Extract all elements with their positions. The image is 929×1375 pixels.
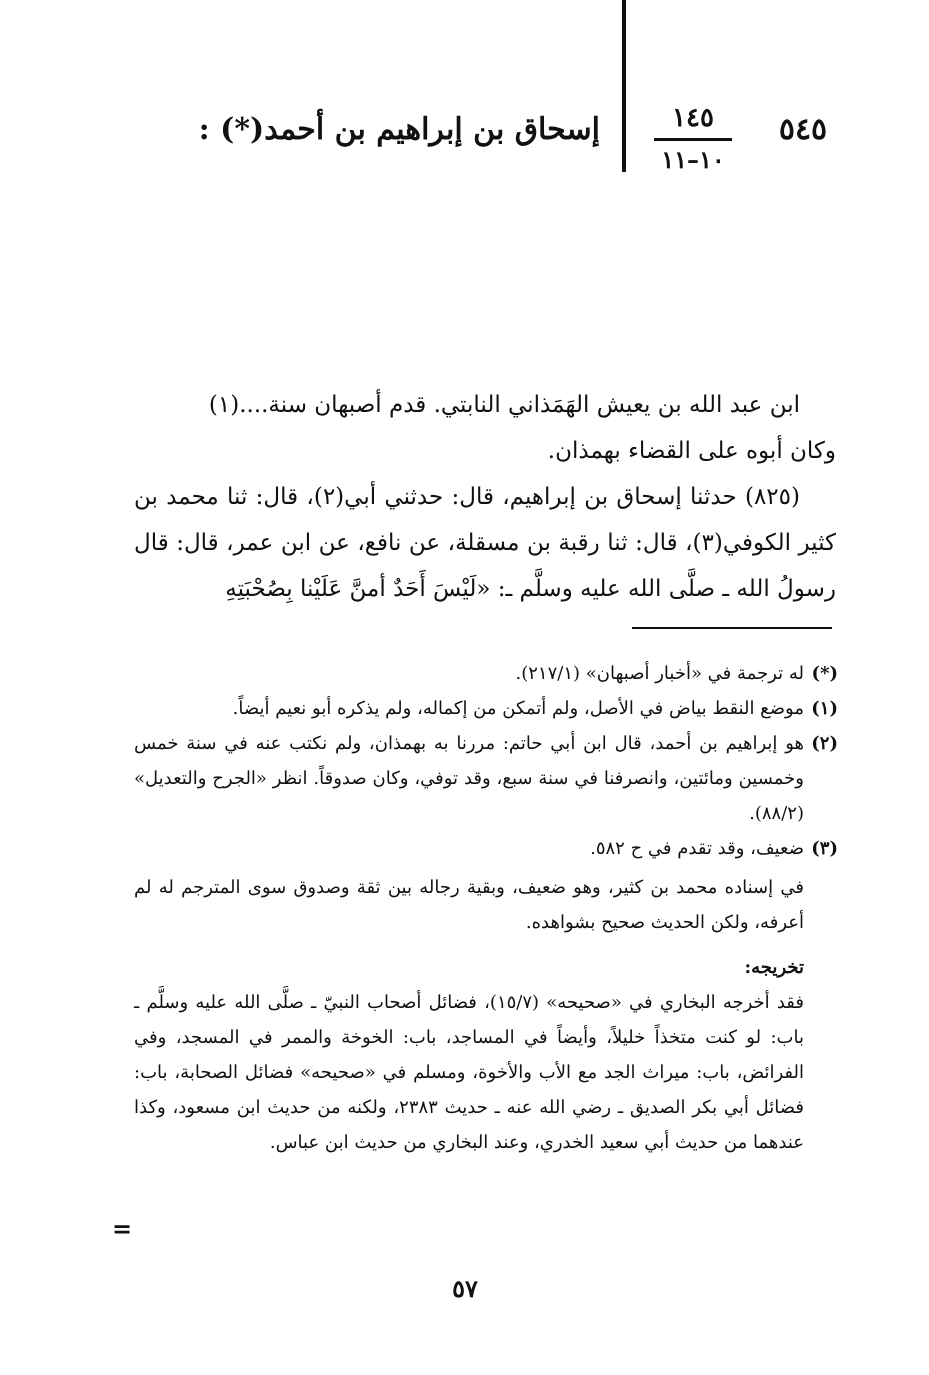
- footnote-1: [134, 691, 838, 726]
- continuation-mark: =: [112, 1214, 133, 1243]
- fraction-bar: [654, 138, 732, 141]
- main-text: [134, 382, 836, 612]
- footnote-3-continuation: في إسناده محمد بن كثير، وهو ضعيف، وبقية رجاله بين ثقة وصدوق سوى المترجم له لم أعرفه، ولكن الحديث صحيح بشواهده.: [134, 877, 804, 933]
- takhrij-heading: تخريجه:: [744, 957, 804, 978]
- entry-number: ٥٤٥: [778, 112, 828, 147]
- footnote-star: [134, 656, 838, 691]
- footnote-text: موضع النقط بياض في الأصل، ولم أتمكن من إكماله، ولم يذكره أبو نعيم أيضاً.: [232, 698, 804, 719]
- bio-line-1: ابن عبد الله بن يعيش الهَمَذاني النابتي. قدم أصبهان سنة....(١): [208, 392, 800, 418]
- entry-title: إسحاق بن إبراهيم بن أحمد(*) :: [198, 112, 600, 147]
- bio-line-2: وكان أبوه على القضاء بهمذان.: [547, 438, 836, 464]
- footnote-text: ضعيف، وقد تقدم في ح ٥٨٢.: [590, 838, 804, 859]
- reference-fraction: [648, 100, 738, 177]
- hadith-text: (٨٢٥) حدثنا إسحاق بن إبراهيم، قال: حدثني أبي(٢)، قال: ثنا محمد بن كثير الكوفي(٣)، قال: ثنا رقبة بن مسقلة، عن نافع، عن ابن عمر، قال: قال رسولُ الله ـ صلَّى الله عليه وسلَّم ـ: «لَيْسَ أَحَدٌ أمنَّ عَلَيْنا بِصُحْبَتِهِ: [134, 484, 837, 602]
- footnote-3: [134, 831, 838, 866]
- page-number: ٥٧: [452, 1274, 478, 1303]
- footnote-mark: (٣): [811, 838, 838, 859]
- footnote-mark: (١): [811, 698, 838, 719]
- footnote-text: له ترجمة في «أخبار أصبهان» (٢١٧/١).: [515, 663, 804, 684]
- footnote-separator: [632, 627, 832, 629]
- reference-top-number: ١٤٥: [672, 103, 714, 133]
- footnote-mark: (٢): [811, 733, 838, 754]
- takhrij-text: فقد أخرجه البخاري في «صحيحه» (١٥/٧)، فضائل أصحاب النبيّ ـ صلَّى الله عليه وسلَّم ـ باب: لو كنت متخذاً خليلاً، وأيضاً في المساجد، باب: الخوخة والممر في المسجد، وفي الفرائض، باب: ميراث الجد مع الأب والأخوة، ومسلم في «صحيحه» فضائل الصحابة، باب: فضائل أبي بكر الصديق ـ رضي الله عنه ـ حديث ٢٣٨٣، ولكنه من حديث ابن مسعود، وكذا عندهما من حديث أبي سعيد الخدري، وعند البخاري من حديث ابن عباس.: [134, 992, 805, 1153]
- reference-bottom-number: ١٠–١١: [661, 145, 725, 174]
- footnotes: [134, 656, 838, 1160]
- footnote-2: [134, 726, 838, 831]
- header-vertical-rule: [622, 0, 626, 172]
- footnote-text: هو إبراهيم بن أحمد، قال ابن أبي حاتم: مررنا به بهمذان، ولم نكتب عنه في سنة خمس وخمسين ومائتين، وانصرفنا في سنة سبع، وقد توفي، وكان صدوقاً. انظر «الجرح والتعديل» (٨٨/٢).: [134, 733, 804, 824]
- footnote-mark: (*): [811, 663, 838, 684]
